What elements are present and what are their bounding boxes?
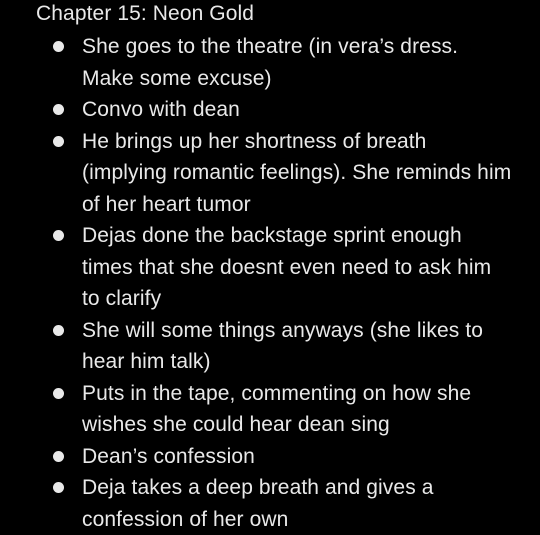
list-item bbox=[0, 472, 540, 535]
bullet-icon bbox=[53, 388, 64, 399]
bullet-icon bbox=[53, 104, 64, 115]
list-item-text: He brings up her shortness of breath (implying romantic feelings). She reminds him of her heart tumor bbox=[82, 129, 512, 216]
bullet-icon bbox=[53, 451, 64, 462]
list-item-text: Puts in the tape, commenting on how she wishes she could hear dean sing bbox=[82, 381, 472, 436]
list-item bbox=[0, 31, 540, 94]
list-item-text: Dean’s confession bbox=[82, 444, 255, 468]
list-item bbox=[0, 378, 540, 441]
list-item-text: Dejas done the backstage sprint enough times that she doesnt even need to ask him to clarify bbox=[82, 224, 492, 310]
list-item-text: She goes to the theatre (in vera’s dress. Make some excuse) bbox=[82, 35, 459, 90]
list-item bbox=[0, 126, 540, 221]
bullet-icon bbox=[53, 325, 64, 336]
list-item-text: Convo with dean bbox=[82, 98, 240, 121]
list-item bbox=[0, 94, 540, 126]
bullet-icon bbox=[53, 41, 64, 52]
bullet-list bbox=[0, 31, 540, 535]
page-title: Chapter 15: Neon Gold bbox=[36, 2, 255, 25]
list-item bbox=[0, 441, 540, 473]
list-item-text: She will some things anyways (she likes to hear him talk) bbox=[82, 318, 484, 373]
bullet-icon bbox=[53, 230, 64, 241]
list-item-text: Deja takes a deep breath and gives a confession of her own bbox=[82, 476, 434, 531]
bullet-icon bbox=[53, 136, 64, 147]
list-item bbox=[0, 220, 540, 315]
list-item bbox=[0, 315, 540, 378]
bullet-icon bbox=[53, 482, 64, 493]
